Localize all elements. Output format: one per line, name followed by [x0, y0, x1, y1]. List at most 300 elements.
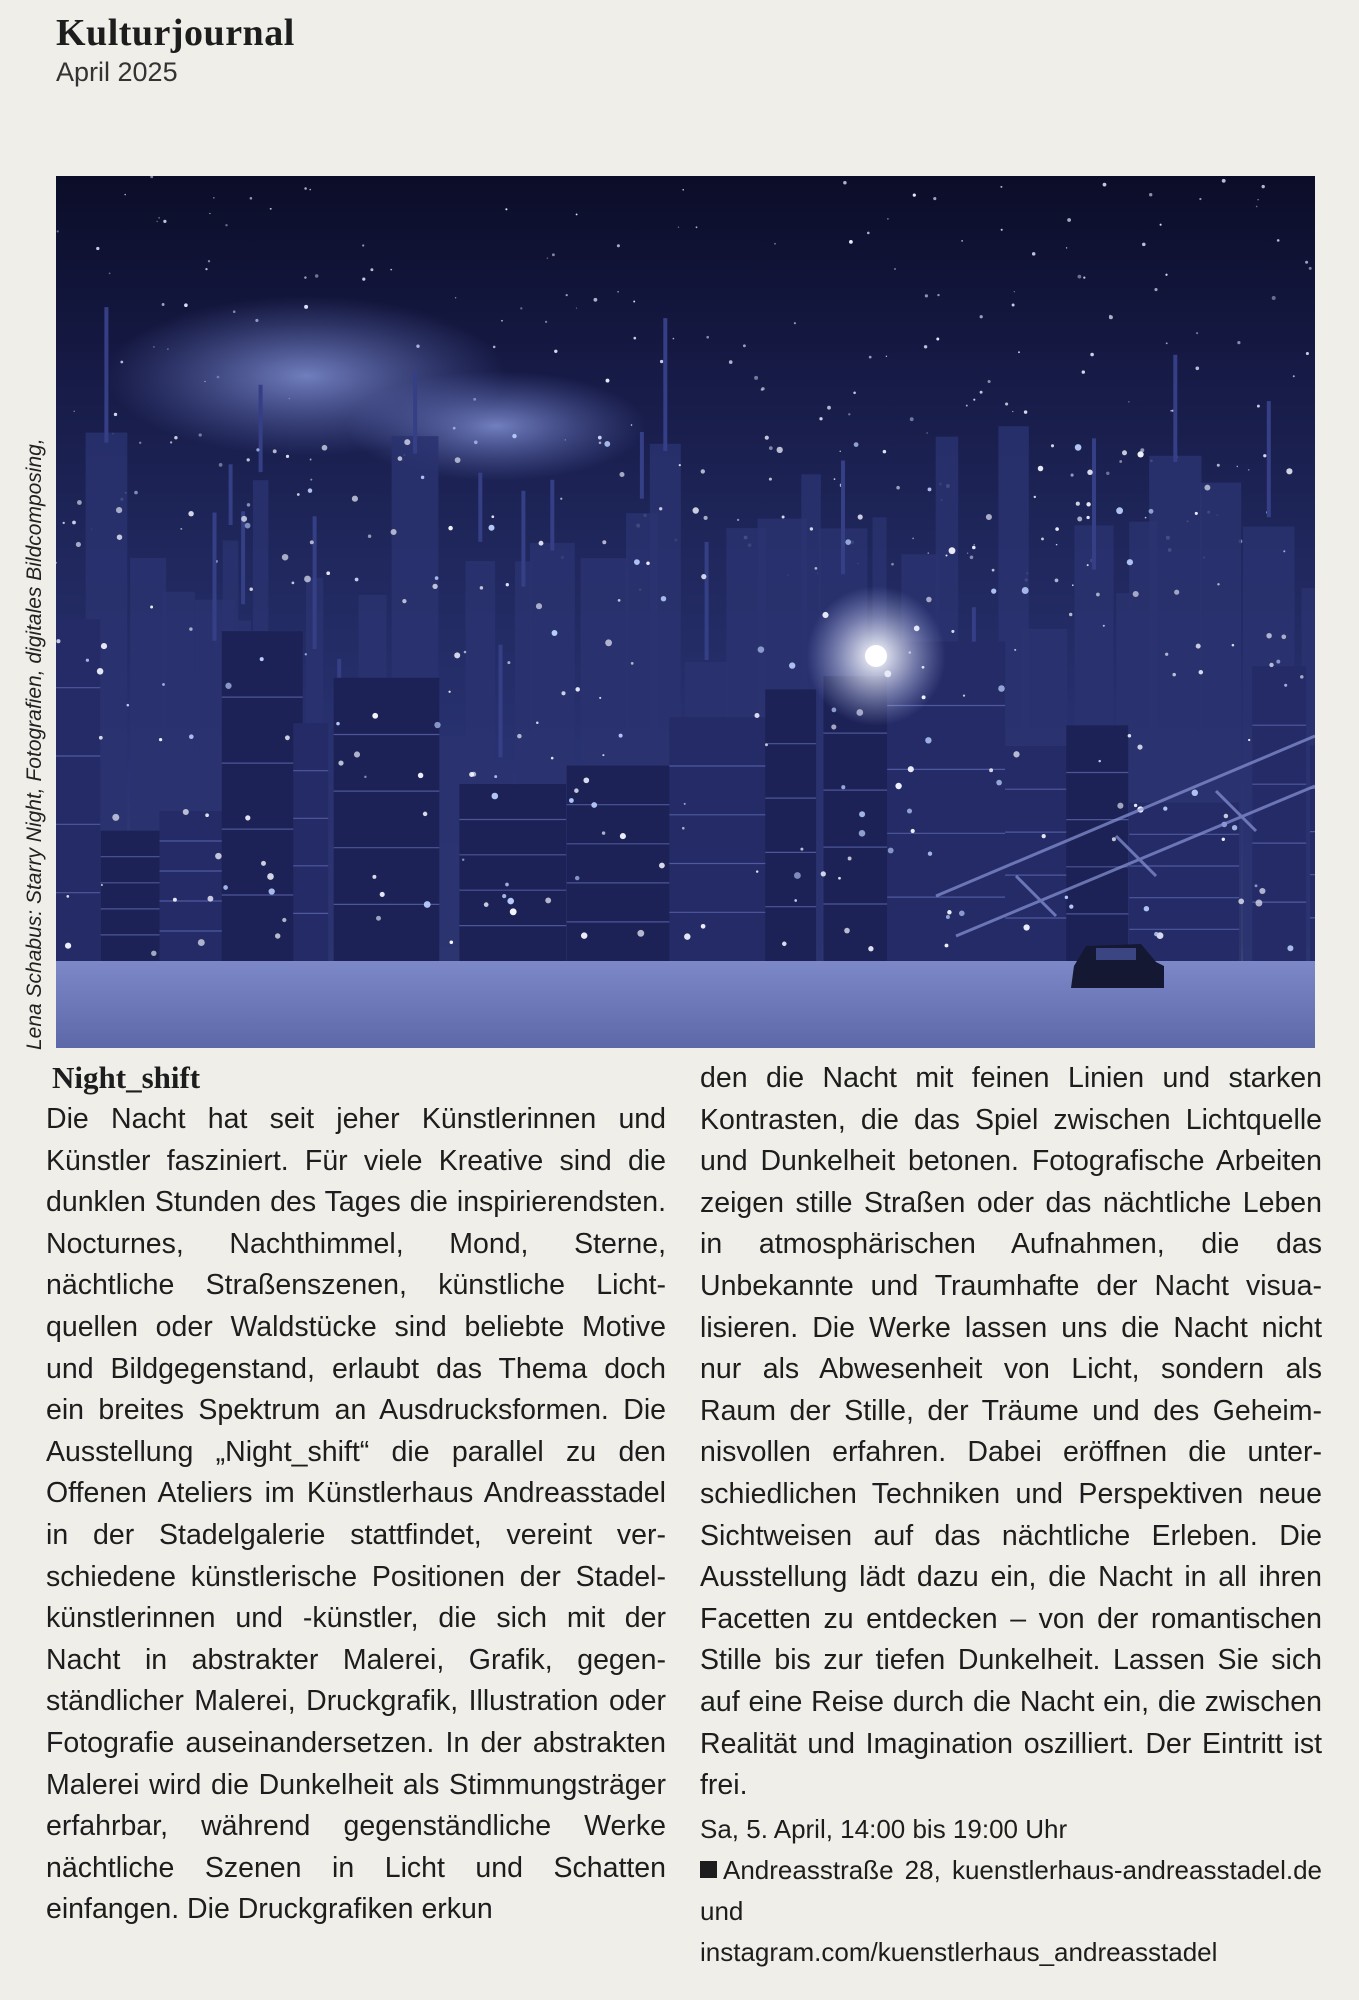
star: [1090, 353, 1094, 357]
plant-light: [372, 875, 376, 879]
issue-date: April 2025: [56, 57, 178, 87]
plant-light: [1038, 466, 1044, 472]
star: [1005, 402, 1008, 405]
plant-light: [619, 734, 623, 738]
star: [967, 553, 968, 554]
star: [1109, 315, 1113, 319]
star: [1293, 375, 1295, 377]
plant-light: [1144, 906, 1149, 911]
plant-light: [402, 599, 406, 603]
plant-light: [583, 777, 589, 783]
star: [782, 516, 785, 519]
plant-light: [101, 884, 103, 886]
plant-light: [162, 683, 165, 686]
plant-light: [998, 685, 1005, 692]
plant-light: [352, 496, 358, 502]
plant-light: [174, 436, 177, 439]
smoke-cloud: [346, 371, 646, 481]
star: [1236, 466, 1238, 468]
star: [936, 338, 939, 341]
plant-light: [336, 722, 340, 726]
star: [737, 519, 739, 521]
plant-light: [991, 588, 996, 593]
star: [1078, 275, 1082, 279]
star: [552, 253, 555, 256]
plant-light: [1248, 739, 1250, 741]
plant-light: [1117, 803, 1123, 809]
star: [1067, 218, 1071, 222]
star: [72, 521, 76, 525]
plant-light: [97, 668, 104, 675]
plant-light: [491, 793, 498, 800]
plant-light: [404, 439, 410, 445]
star: [974, 544, 975, 545]
star: [593, 298, 597, 302]
plant-light: [789, 662, 795, 668]
star: [124, 194, 125, 195]
plant-light: [634, 559, 640, 565]
star: [1248, 469, 1250, 471]
plant-light: [1071, 474, 1074, 477]
plant-light: [637, 930, 644, 937]
star: [924, 345, 927, 348]
star: [1000, 186, 1002, 188]
plant-light: [282, 918, 286, 922]
plant-light: [883, 450, 887, 454]
plant-light: [223, 885, 228, 890]
plant-light: [1204, 485, 1210, 491]
star: [910, 417, 914, 421]
plant-light: [464, 651, 467, 654]
chimney: [1173, 355, 1177, 462]
plant-light: [455, 457, 461, 463]
plant-light: [423, 812, 427, 816]
event-date-time: Sa, 5. April, 14:00 bis 19:00 Uhr: [700, 1813, 1068, 1844]
plant-light: [800, 848, 803, 851]
star: [213, 197, 214, 198]
plant-light: [510, 908, 517, 915]
plant-light: [844, 928, 850, 934]
plant-light: [1199, 670, 1203, 674]
star: [209, 213, 210, 214]
plant-light: [117, 534, 122, 539]
star: [1166, 342, 1168, 344]
plant-light: [845, 539, 851, 545]
chimney: [229, 464, 233, 525]
plant-light: [150, 606, 153, 609]
star: [1217, 464, 1220, 467]
plant-light: [305, 653, 307, 655]
plant-light: [247, 458, 250, 461]
star: [819, 417, 822, 420]
star: [992, 569, 995, 572]
plant-light: [754, 713, 759, 718]
plant-light: [1284, 684, 1287, 687]
star: [547, 257, 548, 258]
plant-light: [1232, 644, 1235, 647]
star: [362, 278, 365, 281]
plant-light: [854, 442, 859, 447]
plant-light: [602, 754, 604, 756]
publication-title: Kulturjournal: [56, 12, 295, 54]
star: [180, 528, 182, 530]
star: [937, 294, 939, 296]
star: [109, 273, 111, 275]
plant-light: [286, 455, 289, 458]
plant-light: [963, 694, 965, 696]
star: [970, 556, 974, 560]
plant-light: [908, 766, 914, 772]
plant-light: [1127, 559, 1133, 565]
plant-light: [1283, 550, 1285, 552]
plant-light: [112, 814, 119, 821]
plant-light: [701, 574, 706, 579]
plant-light: [1133, 591, 1139, 597]
star: [633, 337, 636, 340]
plant-light: [448, 526, 453, 531]
plant-light: [1096, 593, 1100, 597]
refinery-block: [56, 619, 100, 961]
star: [1082, 370, 1085, 373]
star: [933, 197, 936, 200]
star: [505, 208, 507, 210]
star: [1199, 198, 1201, 200]
plant-light: [101, 643, 107, 649]
star: [774, 243, 776, 245]
chimney: [705, 542, 709, 660]
refinery-block: [1252, 666, 1306, 961]
plant-light: [261, 861, 266, 866]
star: [560, 498, 562, 500]
star: [455, 297, 456, 298]
star: [682, 189, 684, 191]
star: [1086, 516, 1089, 519]
event-instagram: instagram.com/kuenstlerhaus_andreasstadel: [700, 1936, 1218, 1967]
star: [1256, 206, 1258, 208]
plant-light: [247, 503, 250, 506]
plant-light: [245, 523, 251, 529]
article-body-left: Die Nacht hat seit jeher Künstlerinnen und Künstler fasziniert. Für viele Kreative sind die dunklen Stunden des Tages die inspirierendsten. Nocturnes, Nachthimmel, Mond, Sterne, nächtliche Straßenszenen, künstliche Lichtquellen oder Waldstücke sind beliebte Motive und Bildgegenstand, erlaubt das Thema doch ein breites Spektrum an Ausdrucksformen. Die Ausstellung „Night_shift“ die parallel zu den Offenen Ateliers im Künstlerhaus Andreasstadel in der Stadelgalerie stattfindet, vereint verschiedene künstlerische Positionen der Stadelkünstlerinnen und -künstler, die sich mit der Nacht in abstrakter Malerei, Grafik, gegenständlicher Malerei, Druckgrafik, Illustration oder Fotografie auseinandersetzen. In der abstrakten Malerei wird die Dunkelheit als Stimmungsträger erfahrbar, während gegenständliche Werke nächtliche Szenen in Licht und Schatten einfangen. Die Druckgrafiken erkun: [46, 1103, 666, 1926]
plant-light: [1192, 790, 1198, 796]
plant-light: [928, 852, 932, 856]
star: [894, 268, 896, 270]
bullet-square-icon: [700, 1861, 717, 1878]
star: [205, 268, 207, 270]
star: [743, 344, 746, 347]
plant-light: [1042, 834, 1046, 838]
plant-light: [480, 586, 483, 589]
star: [912, 538, 914, 540]
star: [56, 562, 57, 564]
plant-light: [76, 542, 81, 547]
star: [1103, 183, 1107, 187]
star: [980, 391, 983, 394]
star: [1149, 193, 1152, 196]
star: [853, 391, 856, 394]
plant-light: [925, 737, 931, 743]
star: [606, 379, 610, 383]
star: [520, 307, 522, 309]
plant-light: [821, 871, 826, 876]
chimney: [1267, 401, 1271, 517]
star: [1196, 332, 1198, 334]
plant-light: [561, 691, 565, 695]
plant-light: [1255, 884, 1258, 887]
plant-light: [188, 511, 193, 516]
plant-light: [1041, 537, 1044, 540]
plant-light: [267, 873, 274, 880]
plant-light: [1134, 804, 1137, 807]
star: [761, 387, 764, 390]
plant-light: [1069, 613, 1072, 616]
chimney: [640, 432, 644, 499]
plant-light: [701, 924, 706, 929]
plant-light: [432, 584, 437, 589]
star: [840, 451, 841, 452]
plant-light: [1224, 814, 1229, 819]
chimney: [499, 645, 503, 758]
plant-light: [996, 780, 1002, 786]
plant-light: [631, 662, 634, 665]
plant-light: [756, 870, 758, 872]
plant-light: [986, 514, 992, 520]
plant-light: [269, 888, 275, 894]
plant-light: [682, 827, 685, 830]
star: [355, 578, 359, 582]
plant-light: [198, 939, 205, 946]
plant-light: [249, 588, 252, 591]
plant-light: [1300, 675, 1304, 679]
plant-light: [189, 627, 192, 630]
chimney: [413, 372, 417, 454]
plant-light: [1222, 838, 1225, 841]
star: [1306, 352, 1309, 355]
plant-light: [1122, 450, 1127, 455]
plant-light: [704, 516, 708, 520]
plant-light: [326, 571, 330, 575]
plant-light: [679, 464, 681, 466]
star: [1305, 261, 1308, 264]
plant-light: [173, 898, 177, 902]
chimney: [241, 511, 245, 604]
star: [315, 274, 318, 277]
plant-light: [77, 500, 82, 505]
star: [501, 320, 503, 322]
star: [158, 217, 159, 218]
star: [156, 221, 157, 222]
plant-light: [1013, 751, 1019, 757]
plant-light: [505, 883, 509, 887]
star: [163, 220, 166, 223]
plant-light: [945, 554, 947, 556]
chimney: [550, 480, 554, 551]
star: [988, 380, 991, 383]
star: [1170, 410, 1172, 412]
night-industrial-scene: [56, 176, 1315, 1048]
star: [1257, 405, 1260, 408]
star: [926, 432, 927, 433]
plant-light: [256, 448, 259, 451]
plant-light: [536, 721, 539, 724]
star: [1056, 544, 1058, 546]
plant-light: [539, 541, 544, 546]
star: [1106, 472, 1109, 475]
star: [794, 322, 796, 324]
photo-credit: Lena Schabus: Starry Night, Fotografien, digitales Bildcomposing,: [23, 438, 46, 1050]
plant-light: [777, 447, 783, 453]
plant-light: [183, 809, 189, 815]
refinery-block: [293, 723, 328, 961]
plant-light: [1259, 888, 1265, 894]
article-column-right: [700, 1058, 1322, 1973]
star: [673, 338, 675, 340]
plant-light: [794, 899, 797, 902]
star: [208, 260, 210, 262]
star: [1160, 224, 1162, 226]
plant-light: [151, 951, 156, 956]
star: [506, 583, 509, 586]
plant-light: [1076, 502, 1080, 506]
article-column-left: [46, 1058, 666, 1931]
plant-light: [1055, 527, 1059, 531]
plant-light: [765, 743, 768, 746]
plant-light: [949, 547, 956, 554]
star: [913, 194, 916, 197]
plant-light: [1269, 663, 1273, 667]
plant-light: [372, 713, 378, 719]
plant-light: [1232, 825, 1237, 830]
plant-light: [322, 445, 328, 451]
plant-light: [391, 529, 397, 535]
star: [250, 197, 253, 200]
plant-light: [859, 811, 865, 817]
plant-light: [418, 773, 423, 778]
star: [843, 181, 846, 184]
star: [1257, 199, 1258, 200]
star: [1119, 460, 1122, 463]
plant-light: [99, 736, 103, 740]
plant-light: [435, 576, 439, 580]
star: [886, 356, 887, 357]
star: [1014, 291, 1015, 292]
plant-light: [448, 691, 450, 693]
star: [769, 446, 773, 450]
plant-light: [1149, 509, 1154, 514]
chimney: [521, 491, 525, 587]
star: [304, 276, 306, 278]
refinery-block: [334, 678, 440, 961]
plant-light: [619, 472, 624, 477]
plant-light: [434, 722, 440, 728]
artwork-photo: [56, 176, 1315, 1048]
plant-light: [602, 540, 606, 544]
plant-light: [66, 895, 69, 898]
plant-light: [1266, 633, 1271, 638]
plant-light: [1023, 924, 1029, 930]
plant-light: [462, 859, 464, 861]
plant-light: [512, 434, 516, 438]
plant-light: [599, 697, 601, 699]
star: [1277, 239, 1280, 242]
star: [1237, 341, 1240, 344]
refinery-block: [765, 689, 816, 961]
plant-light: [297, 493, 300, 496]
plant-light: [684, 933, 690, 939]
plant-light: [56, 639, 60, 643]
plant-light: [646, 562, 650, 566]
refinery-block: [160, 811, 231, 961]
plant-light: [260, 657, 264, 661]
star: [170, 441, 172, 443]
plant-light: [1112, 837, 1116, 841]
star: [390, 269, 392, 271]
chimney: [478, 473, 482, 542]
plant-light: [454, 652, 460, 658]
star: [57, 230, 59, 232]
plant-light: [1022, 587, 1029, 594]
refinery-block: [1310, 745, 1315, 961]
star: [925, 294, 928, 297]
star: [849, 240, 853, 244]
star: [292, 582, 295, 585]
chimney: [1092, 438, 1096, 569]
star: [867, 232, 870, 235]
plant-light: [189, 734, 194, 739]
plant-light: [575, 687, 580, 692]
star: [754, 376, 758, 380]
star: [769, 478, 772, 481]
plant-light: [1238, 899, 1244, 905]
plant-light: [1014, 649, 1016, 651]
plant-light: [620, 833, 626, 839]
plant-light: [693, 507, 699, 513]
star: [162, 303, 165, 306]
plant-light: [552, 630, 558, 636]
star: [1012, 304, 1015, 307]
plant-light: [841, 785, 845, 789]
plant-light: [488, 525, 494, 531]
star: [927, 552, 929, 554]
star: [74, 411, 75, 412]
plant-light: [1287, 945, 1293, 951]
plant-light: [1255, 900, 1262, 907]
star: [184, 303, 188, 307]
plant-light: [959, 910, 965, 916]
star: [961, 240, 963, 242]
plant-light: [575, 876, 579, 880]
plant-light: [1196, 644, 1201, 649]
star: [972, 546, 976, 550]
plant-light: [215, 853, 222, 860]
plant-light: [338, 761, 343, 766]
plant-light: [421, 476, 424, 479]
plant-light: [225, 683, 231, 689]
plant-light: [364, 776, 366, 778]
plant-light: [86, 659, 89, 662]
star: [1012, 411, 1013, 412]
star: [1018, 351, 1020, 353]
plant-light: [551, 757, 554, 760]
plant-light: [928, 487, 932, 491]
plant-light: [308, 488, 313, 493]
plant-light: [491, 515, 494, 518]
plant-light: [450, 941, 454, 945]
refinery-block: [459, 784, 566, 961]
star: [270, 208, 272, 210]
plant-light: [159, 738, 162, 741]
event-address: [700, 1850, 1322, 1932]
plant-light: [1163, 806, 1167, 810]
